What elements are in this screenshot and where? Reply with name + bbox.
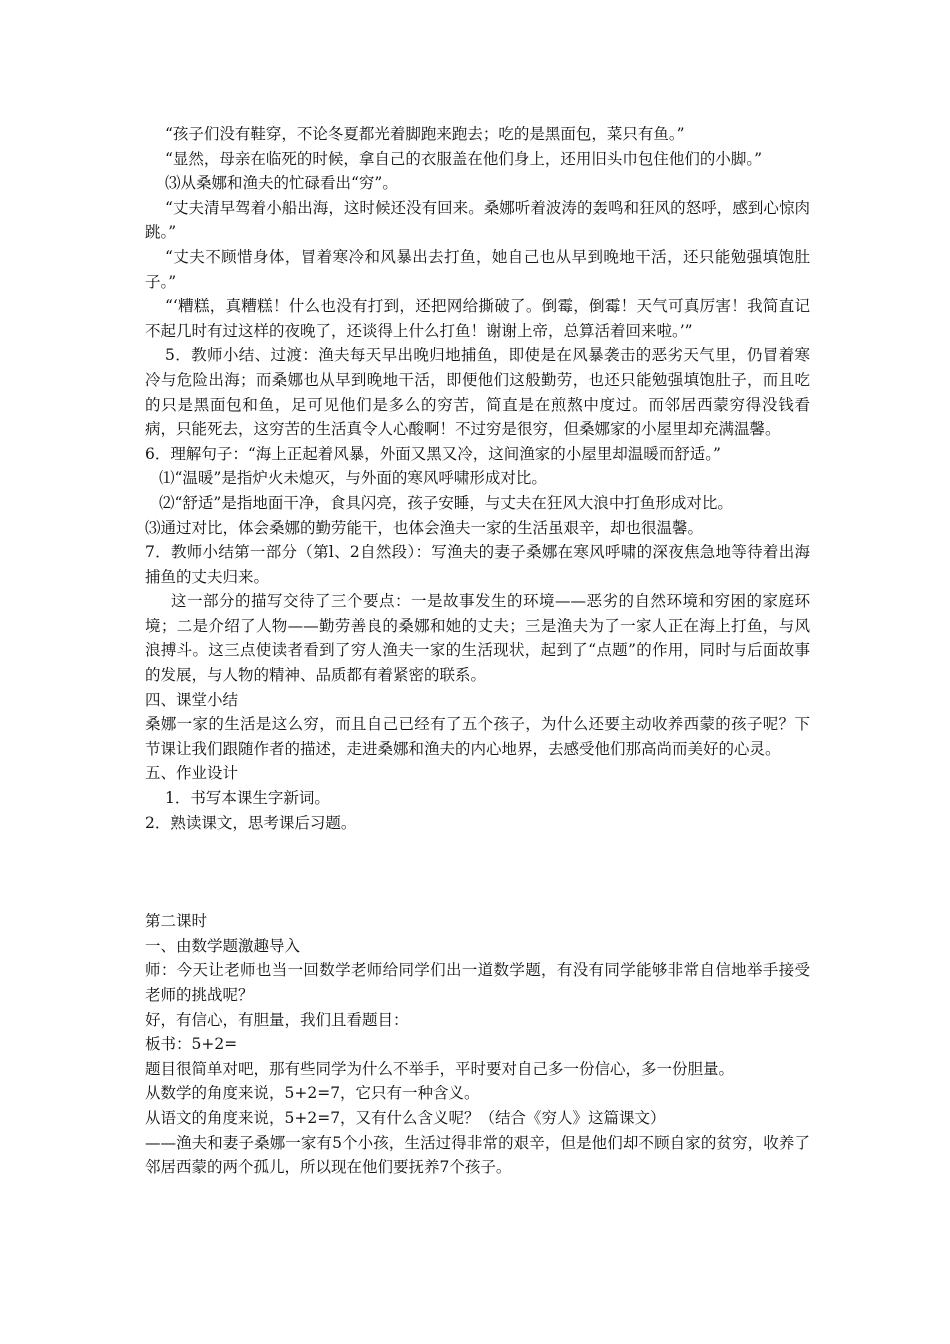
paragraph: 1．书写本课生字新词。 — [165, 789, 330, 808]
paragraph: 好，有信心，有胆量，我们且看题目： — [145, 1010, 409, 1029]
paragraph: 7．教师小结第一部分（第l、2自然段）：写渔夫的妻子桑娜在寒风呼啸的深夜焦急地等待着出海捕鱼的丈夫归来。 — [145, 543, 810, 586]
paragraph: 四、课堂小结 — [145, 690, 239, 709]
paragraph: 6．理解句子：“海上正起着风暴，外面又黑又冷，这间渔家的小屋里却温暖而舒适。” — [145, 444, 721, 463]
paragraph: “丈夫不顾惜身体，冒着寒冷和风暴出去打鱼，她自己也从早到晚地干活，还只能勉强填饱肚子。” — [145, 247, 810, 291]
paragraph: 一、由数学题激趣导入 — [145, 936, 301, 955]
paragraph: 桑娜一家的生活是这么穷，而且自己已经有了五个孩子，为什么还要主动收养西蒙的孩子呢？下节课让我们跟随作者的描述，走进桑娜和渔夫的内心地界，去感受他们那高尚而美好的心灵。 — [145, 715, 810, 758]
paragraph: 五、作业设计 — [145, 764, 239, 783]
paragraph: 这一部分的描写交待了三个要点：一是故事发生的环境——恶劣的自然环境和穷困的家庭环境；二是介绍了人物——勤劳善良的桑娜和她的丈夫；三是渔夫为了一家人正在海上打鱼，与风浪搏斗。这三点使读者看到了穷人渔夫一家的生活现状，起到了“点题”的作用，同时与后面故事的发展，与人物的精神、品质都有着紧密的联系。 — [145, 592, 810, 685]
section-spacer — [145, 835, 810, 909]
paragraph: 2．熟读课文，思考课后习题。 — [145, 813, 357, 832]
lesson-part-two — [145, 909, 810, 1180]
paragraph: “孩子们没有鞋穿，不论冬夏都光着脚跑来跑去；吃的是黑面包，菜只有鱼。” — [165, 125, 685, 143]
paragraph: ⑵“舒适”是指地面干净，食具闪亮，孩子安睡，与丈夫在狂风大浪中打鱼形成对比。 — [159, 493, 733, 512]
paragraph: 师：今天让老师也当一回数学老师给同学们出一道数学题，有没有同学能够非常自信地举手接受老师的挑战呢？ — [145, 961, 810, 1004]
paragraph: ⑶通过对比，体会桑娜的勤劳能干，也体会渔夫一家的生活虽艰辛，却也很温馨。 — [145, 518, 704, 537]
paragraph: 板书：5+2= — [145, 1035, 238, 1054]
paragraph: ⑴“温暖”是指炉火未熄灭，与外面的寒风呼啸形成对比。 — [159, 469, 547, 488]
paragraph: 5．教师小结、过渡：渔夫每天早出晚归地捕鱼，即使是在风暴袭击的恶劣天气里，仍冒着寒冷与危险出海；而桑娜也从早到晚地干活，即便他们这般勤劳，也还只能勉强填饱肚子，而且吃的只是黑面包和鱼，足可见他们是多么的穷苦，简直是在煎熬中度过。而邻居西蒙穷得没钱看病，只能死去，这穷苦的生活真令人心酸啊！不过穷是很穷，但桑娜家的小屋里却充满温馨。 — [145, 346, 810, 439]
paragraph: “显然，母亲在临死的时候，拿自己的衣服盖在他们身上，还用旧头巾包住他们的小脚。” — [165, 149, 763, 168]
paragraph: 题目很简单对吧，那有些同学为什么不举手，平时要对自己多一份信心，多一份胆量。 — [145, 1059, 735, 1078]
document-body — [145, 122, 810, 1180]
paragraph: “‘糟糕，真糟糕！什么也没有打到，还把网给撕破了。倒霉，倒霉！天气可真厉害！我简直记不起几时有过这样的夜晚了，还谈得上什么打鱼！谢谢上帝，总算活着回来啦。’” — [145, 297, 810, 340]
paragraph: ⑶从桑娜和渔夫的忙碌看出“穷”。 — [165, 174, 398, 193]
paragraph: 第二课时 — [145, 912, 208, 931]
paragraph: 从数学的角度来说，5+2=7，它只有一种含义。 — [145, 1084, 480, 1103]
paragraph: ——渔夫和妻子桑娜一家有5个小孩，生活过得非常的艰辛，但是他们却不顾自家的贫穷，收养了邻居西蒙的两个孤儿，所以现在他们要抚养7个孩子。 — [145, 1133, 810, 1177]
lesson-part-one — [145, 122, 810, 835]
paragraph: 从语文的角度来说，5+2=7，又有什么含义呢？（结合《穷人》这篇课文） — [145, 1108, 666, 1127]
paragraph: “丈夫清早驾着小船出海，这时候还没有回来。桑娜听着波涛的轰鸣和狂风的怒呼，感到心惊肉跳。” — [145, 198, 810, 242]
